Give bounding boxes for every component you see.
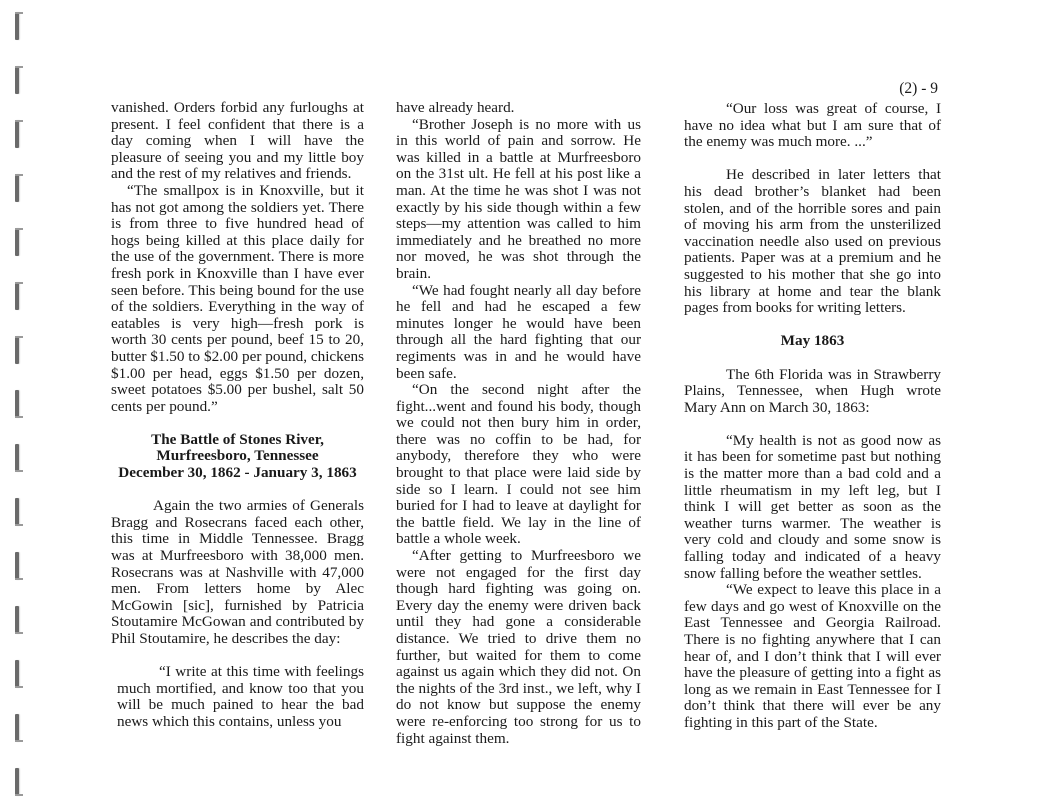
heading-line: Murfreesboro, Tennessee xyxy=(156,447,319,465)
binding-ring xyxy=(15,12,19,40)
binding-ring xyxy=(15,714,19,742)
paragraph: “After getting to Murfreesboro we were not engaged for the first day though hard fighting was going on. Every day the enemy were driven back until they had gone a considerable distance. We tried to drive them no further, but waited for them to come against us again which they did not. On the nights of the 3rd inst., we left, why I do not know but suppose the enemy were re-enforcing too strong for us to fight against them. xyxy=(396,547,641,747)
page-number: (2) - 9 xyxy=(899,80,938,97)
spiral-binding xyxy=(0,0,40,811)
binding-ring xyxy=(15,336,19,364)
section-heading xyxy=(111,432,364,482)
heading-line: December 30, 1862 - January 3, 1863 xyxy=(118,464,357,482)
paragraph: He described in later letters that his dead brother’s blanket had been stolen, and of the horrible sores and pain of moving his arm from the unsterilized vaccination needle also used on previous patients. Paper was at a premium and he suggested to his mother that she go into his library at home and tear the blank pages from books for writing letters. xyxy=(684,166,941,317)
section-heading: May 1863 xyxy=(780,332,845,350)
binding-ring xyxy=(15,120,19,148)
paragraph: have already heard. xyxy=(396,99,515,116)
binding-ring xyxy=(15,282,19,310)
quoted-letter: “I write at this time with feelings much mortified, and know too that you will be much pained to hear the bad news which this contains, unless you xyxy=(117,663,364,730)
paragraph: Again the two armies of Generals Bragg and Rosecrans faced each other, this time in Middle Tennessee. Bragg was at Murfreesboro with 38,000 men. Rosecrans was at Nashville with 47,000 men. From letters home by Alec McGowin [sic], furnished by Patricia Stoutamire McGowan and contributed by Phil Stoutamire, he describes the day: xyxy=(111,497,364,647)
column-1 xyxy=(111,100,364,731)
heading-line: The Battle of Stones River, xyxy=(151,430,324,448)
binding-ring xyxy=(15,606,19,634)
binding-ring xyxy=(15,552,19,580)
paragraph: vanished. Orders forbid any furloughs at present. I feel confident that there is a day coming when I will have the pleasure of seeing you and my little boy and the rest of my relatives and friends. xyxy=(111,99,364,183)
quoted-letter: “My health is not as good now as it has been for sometime past but nothing is the matter more than a bad cold and a little rheumatism in my left leg, but I think I will get better as soon as the weather turns warmer. The weather is very cold and cloudy and some snow is falling today and indicated of a heavy snow falling before the weather settles. xyxy=(684,431,941,582)
binding-ring xyxy=(15,228,19,256)
binding-ring xyxy=(15,768,19,796)
column-3 xyxy=(684,101,941,732)
binding-ring xyxy=(15,174,19,202)
binding-ring xyxy=(15,444,19,472)
binding-ring xyxy=(15,498,19,526)
quoted-letter: “Our loss was great of course, I have no idea what but I am sure that of the enemy was much more. ...” xyxy=(684,100,941,151)
binding-ring xyxy=(15,660,19,688)
column-2 xyxy=(396,100,641,747)
paragraph: The 6th Florida was in Strawberry Plains, Tennessee, when Hugh wrote Mary Ann on March 30, 1863: xyxy=(684,365,941,416)
paragraph: “The smallpox is in Knoxville, but it has not got among the soldiers yet. There is from three to five hundred head of hogs being killed at this place daily for the use of the government. There is more fresh pork in Knoxville than I have ever seen before. This being bound for the use of the soldiers. Everything in the way of eatables is very high—fresh pork is worth 30 cents per pound, beef 15 to 20, butter $1.50 to $2.00 per pound, chickens $1.00 per head, eggs $1.50 per dozen, sweet potatoes $5.00 per bushel, salt 50 cents per pound.” xyxy=(111,181,364,415)
paragraph: “Brother Joseph is no more with us in this world of pain and sorrow. He was killed in a battle at Murfreesboro on the 31st ult. He fell at his post like a man. At the time he was shot I was not exactly by his side though within a few steps—my attention was called to him immediately and he breathed no more nor moved, he was shot through the brain. xyxy=(396,115,641,282)
paragraph: “On the second night after the fight...went and found his body, though we could not then bury him in order, there was no coffin to be had, for anybody, therefore they who were brought to that place were laid side by side so I learn. I could not see him buried for I had to leave at daylight for the battle field. We lay in the line of battle a whole week. xyxy=(396,381,641,548)
paragraph: “We had fought nearly all day before he fell and had he escaped a few minutes longer he would have been through all the hard fighting that our regiments was in and he would have been safe. xyxy=(396,281,641,382)
binding-ring xyxy=(15,390,19,418)
quoted-letter: “We expect to leave this place in a few days and go west of Knoxville on the East Tennessee and Georgia Railroad. There is no fighting anywhere that I can hear of, and I don’t think that I will ever have the pleasure of getting into a fight as long as we remain in East Tennessee for I don’t think that there will ever be any fighting in this part of the State. xyxy=(684,581,941,731)
binding-ring xyxy=(15,66,19,94)
